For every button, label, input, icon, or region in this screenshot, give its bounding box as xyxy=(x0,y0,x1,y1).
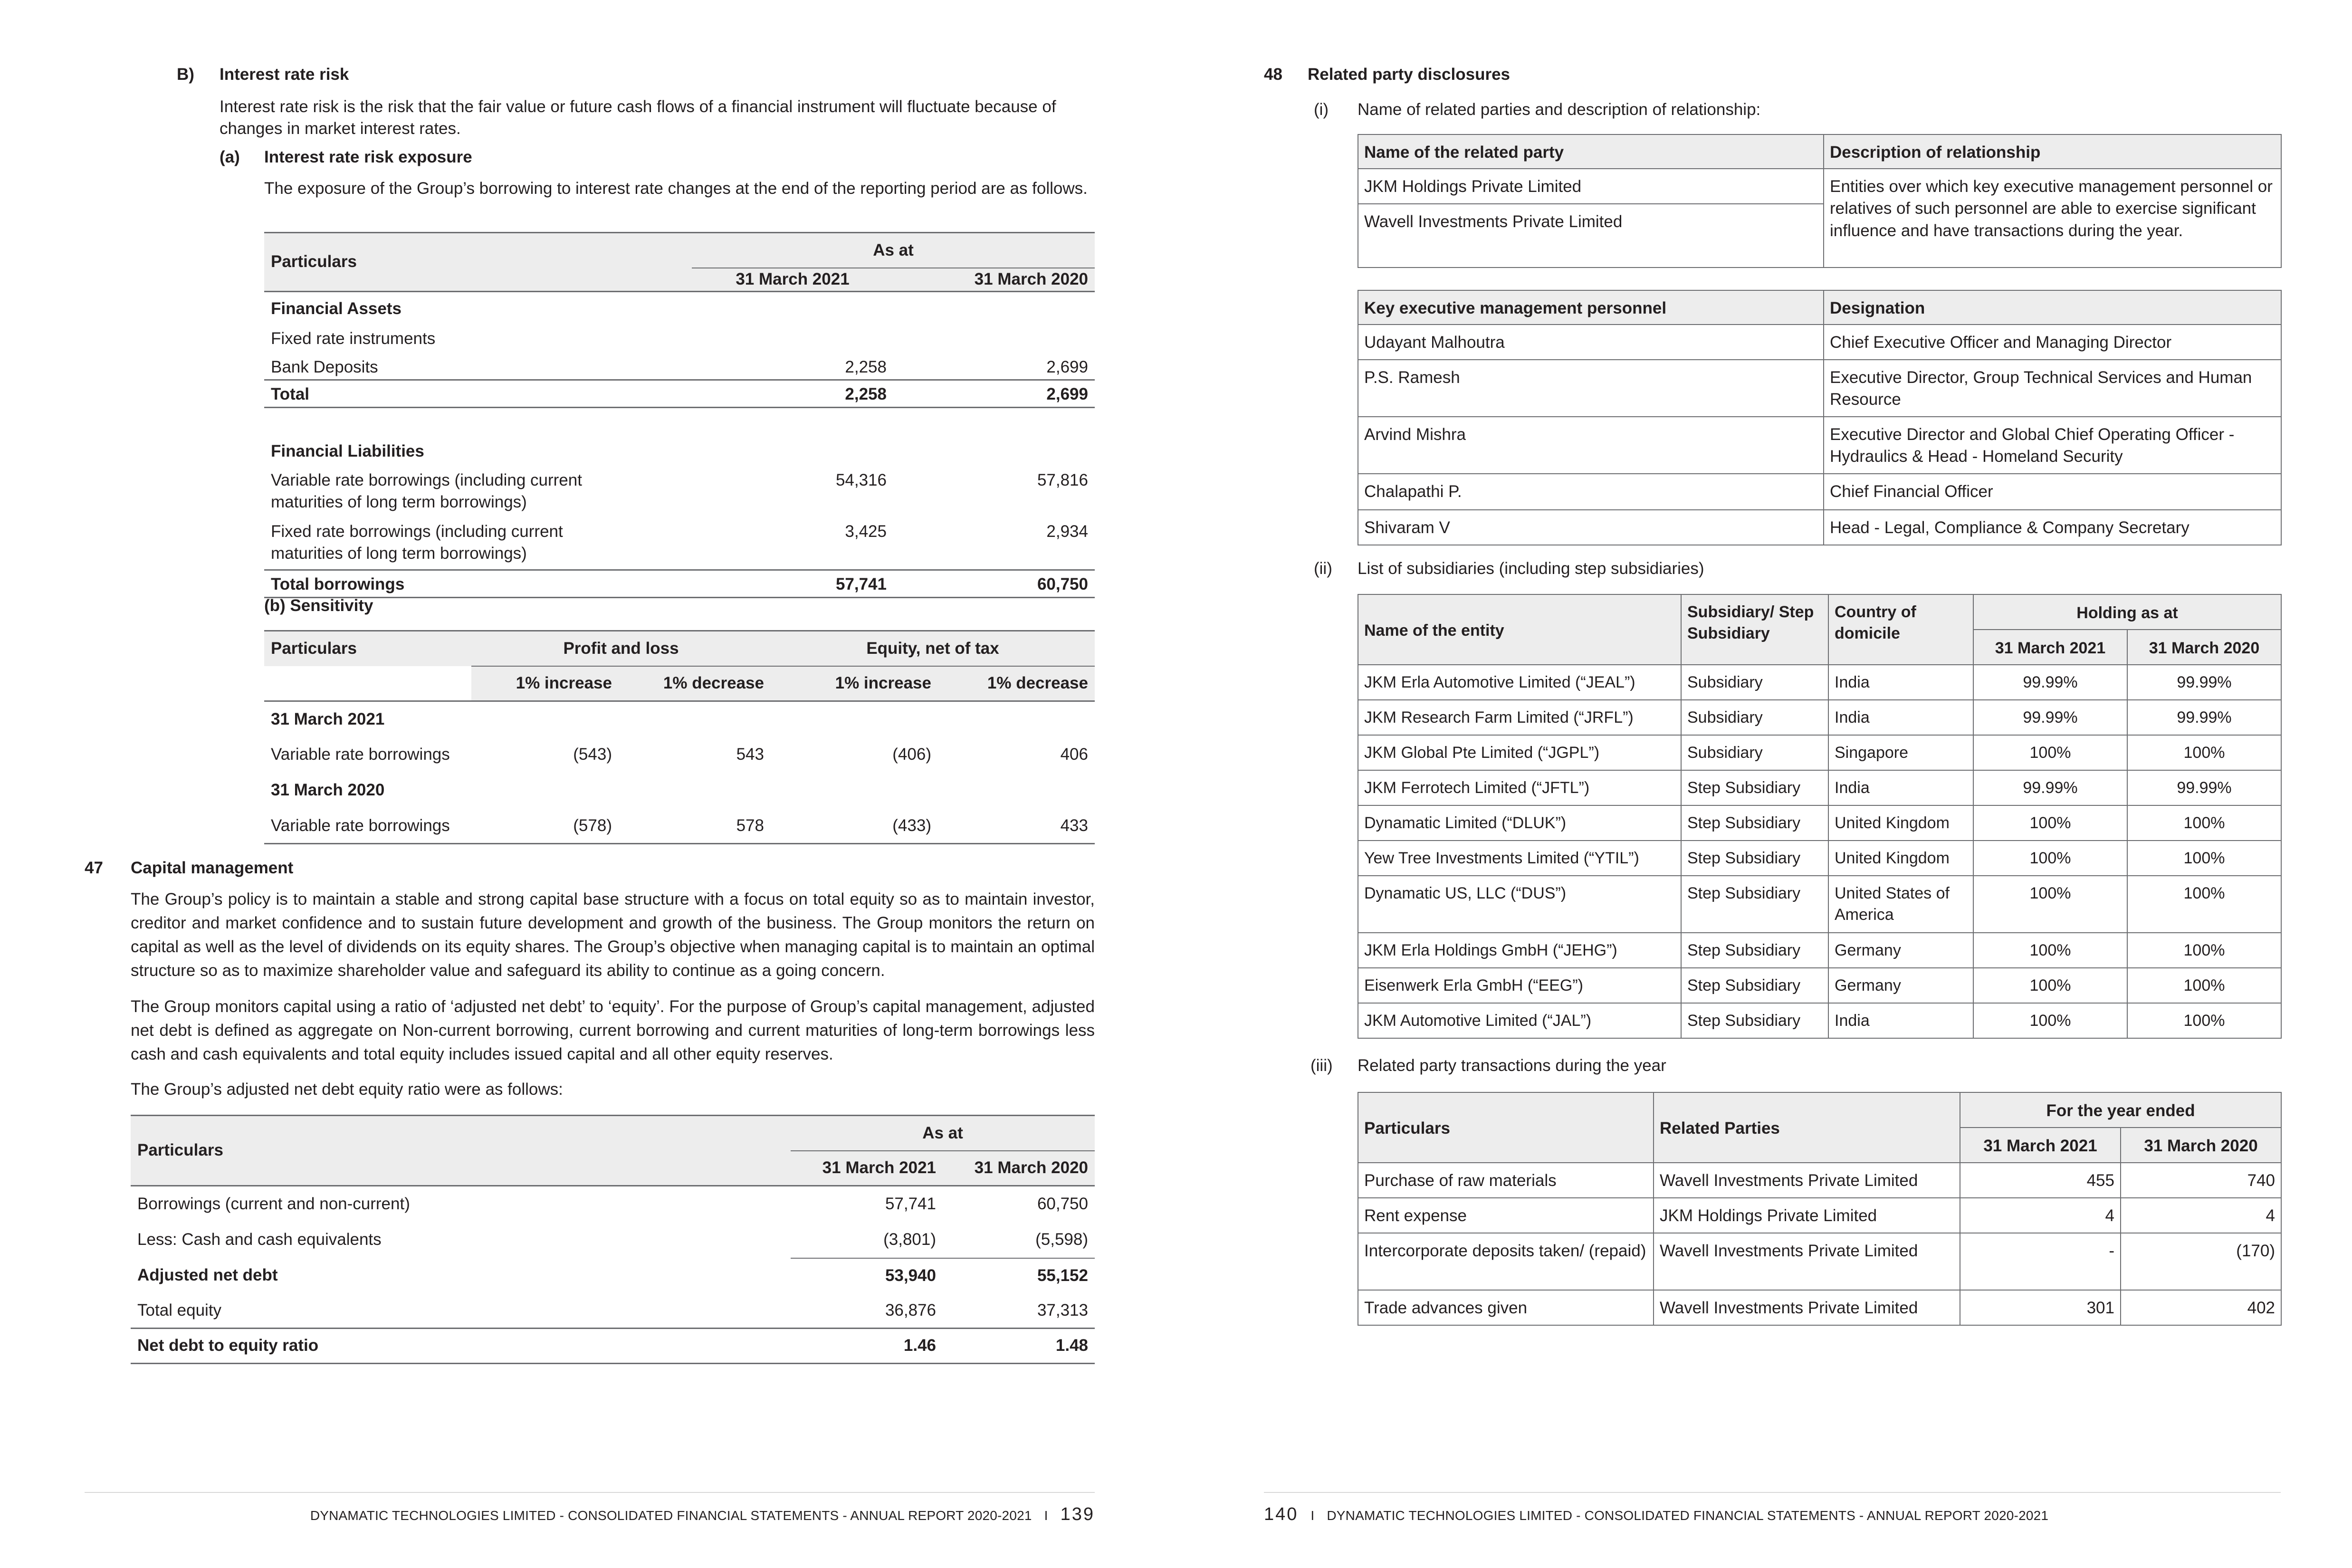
sensitivity-year-2021: 31 March 2021 xyxy=(271,710,385,729)
entity-type: Step Subsidiary xyxy=(1681,876,1828,933)
bank-deposits-2021: 2,258 xyxy=(845,357,887,376)
related-parties-table xyxy=(1358,134,2282,268)
col-2021: 31 March 2021 xyxy=(791,1151,943,1186)
txn-2021: - xyxy=(1960,1233,2121,1290)
adjusted-net-debt-label: Adjusted net debt xyxy=(137,1266,278,1285)
holding-2021: 99.99% xyxy=(1973,700,2127,735)
entity-type: Subsidiary xyxy=(1681,700,1828,735)
subsection-ii-number: (ii) xyxy=(1314,559,1332,578)
page-number: 140 xyxy=(1264,1504,1299,1524)
col-particulars: Particulars xyxy=(131,1116,791,1186)
interest-exposure-table xyxy=(264,232,1095,598)
entity-name: JKM Erla Automotive Limited (“JEAL”) xyxy=(1358,665,1681,700)
entity-country: Singapore xyxy=(1828,735,1973,770)
col-2020: 31 March 2020 xyxy=(943,1151,1095,1186)
col-eq-decrease: 1% decrease xyxy=(938,666,1095,701)
capital-monitoring-paragraph: The Group monitors capital using a ratio of ‘adjusted net debt’ to ‘equity’. For the purpose of Group’s capital management, adjusted net debt is defined as aggregate on Non-current borrowing, current borrowing and current maturities of long-term borrowings less cash and cash equivalents and total equity includes issued capital and all other equity reserves. xyxy=(131,997,1095,1063)
sensitivity-year-2020: 31 March 2020 xyxy=(271,781,385,800)
kmp-table xyxy=(1358,290,2282,545)
sens-2021-pl-inc: (543) xyxy=(573,745,612,764)
txn-2020: 4 xyxy=(2121,1198,2281,1233)
holding-2021: 100% xyxy=(1973,1003,2127,1038)
net-debt-equity-ratio-2020: 1.48 xyxy=(1055,1336,1088,1355)
total-equity-2020: 37,313 xyxy=(1037,1300,1088,1319)
holding-2020: 100% xyxy=(2127,735,2281,770)
subsection-iii-number: (iii) xyxy=(1310,1056,1333,1075)
section-a-title: Interest rate risk exposure xyxy=(264,148,472,166)
footer-rule xyxy=(1264,1492,2281,1493)
kmp-name: Arvind Mishra xyxy=(1358,417,1824,474)
holding-2020: 100% xyxy=(2127,841,2281,876)
sens-2020-eq-inc: (433) xyxy=(892,816,931,835)
table-row xyxy=(131,1293,1095,1329)
entity-type: Subsidiary xyxy=(1681,735,1828,770)
col-2021: 31 March 2021 xyxy=(1973,630,2127,665)
table-row xyxy=(264,380,1095,408)
col-particulars: Particulars xyxy=(264,233,692,292)
holding-2021: 100% xyxy=(1973,841,2127,876)
section-b-text: Interest rate risk is the risk that the fair value or future cash flows of a financial instrument will fluctuate because of changes in market interest rates. xyxy=(220,97,1056,138)
entity-country: United Kingdom xyxy=(1828,805,1973,841)
variable-rate-label: Variable rate borrowings (including current maturities of long term borrowings) xyxy=(271,470,582,511)
sens-2020-pl-inc: (578) xyxy=(573,816,612,835)
col-2021: 31 March 2021 xyxy=(1960,1128,2121,1163)
footer-rule xyxy=(85,1492,1095,1493)
txn-party: Wavell Investments Private Limited xyxy=(1654,1233,1960,1290)
txn-particulars: Intercorporate deposits taken/ (repaid) xyxy=(1358,1233,1654,1290)
net-debt-equity-ratio-2021: 1.46 xyxy=(903,1336,936,1355)
table-row xyxy=(264,353,1095,380)
total-equity-label: Total equity xyxy=(137,1300,222,1319)
col-particulars: Particulars xyxy=(264,631,471,666)
table-row xyxy=(264,737,1095,773)
holding-2020: 99.99% xyxy=(2127,665,2281,700)
txn-2021: 301 xyxy=(1960,1290,2121,1325)
table-row xyxy=(264,521,1095,570)
related-party-name: JKM Holdings Private Limited xyxy=(1358,169,1824,204)
table-row xyxy=(1358,169,2281,204)
holding-2020: 99.99% xyxy=(2127,700,2281,735)
entity-name: Eisenwerk Erla GmbH (“EEG”) xyxy=(1358,968,1681,1003)
holding-2021: 100% xyxy=(1973,876,2127,933)
entity-country: United States of America xyxy=(1828,876,1973,933)
entity-country: India xyxy=(1828,665,1973,700)
entity-name: Dynamatic US, LLC (“DUS”) xyxy=(1358,876,1681,933)
col-country: Country of domicile xyxy=(1828,594,1973,665)
table-row xyxy=(1358,325,2281,360)
table-row xyxy=(264,570,1095,598)
fixed-rate-2020: 2,934 xyxy=(1046,522,1088,541)
holding-2020: 100% xyxy=(2127,933,2281,968)
financial-assets-heading: Financial Assets xyxy=(271,299,402,318)
table-row xyxy=(131,1222,1095,1258)
subsection-i-text: Name of related parties and description of relationship: xyxy=(1358,100,1761,119)
cash-2020: (5,598) xyxy=(943,1222,1095,1258)
txn-party: JKM Holdings Private Limited xyxy=(1654,1198,1960,1233)
txn-party: Wavell Investments Private Limited xyxy=(1654,1163,1960,1198)
entity-country: India xyxy=(1828,700,1973,735)
col-kmp: Key executive management personnel xyxy=(1358,290,1824,325)
col-equity-net-of-tax: Equity, net of tax xyxy=(771,631,1095,666)
subsidiaries-table xyxy=(1358,594,2282,1039)
kmp-designation: Executive Director, Group Technical Services and Human Resource xyxy=(1824,360,2281,417)
sensitivity-row-label: Variable rate borrowings xyxy=(271,816,450,835)
table-row xyxy=(1358,665,2281,700)
entity-type: Step Subsidiary xyxy=(1681,1003,1828,1038)
col-entity: Name of the entity xyxy=(1358,594,1681,665)
entity-name: Dynamatic Limited (“DLUK”) xyxy=(1358,805,1681,841)
footer-separator: I xyxy=(1044,1508,1048,1523)
holding-2020: 100% xyxy=(2127,876,2281,933)
col-related-party: Name of the related party xyxy=(1358,134,1824,169)
entity-name: JKM Research Farm Limited (“JRFL”) xyxy=(1358,700,1681,735)
table-row xyxy=(131,1258,1095,1293)
kmp-designation: Chief Executive Officer and Managing Director xyxy=(1824,325,2281,360)
entity-name: Yew Tree Investments Limited (“YTIL”) xyxy=(1358,841,1681,876)
table-row xyxy=(1358,968,2281,1003)
net-debt-equity-ratio-label: Net debt to equity ratio xyxy=(137,1336,319,1355)
section-b-title: Interest rate risk xyxy=(220,65,349,84)
txn-2020: 740 xyxy=(2121,1163,2281,1198)
fixed-rate-instruments-label: Fixed rate instruments xyxy=(271,329,436,348)
total-borrowings-2021: 57,741 xyxy=(835,575,887,593)
col-as-at: As at xyxy=(791,1116,1095,1151)
entity-type: Subsidiary xyxy=(1681,665,1828,700)
table-row xyxy=(1358,360,2281,417)
entity-type: Step Subsidiary xyxy=(1681,968,1828,1003)
page-number: 139 xyxy=(1060,1504,1095,1524)
table-row xyxy=(264,809,1095,844)
col-holding: Holding as at xyxy=(1973,594,2281,630)
cash-label: Less: Cash and cash equivalents xyxy=(137,1230,382,1249)
section-47-title: Capital management xyxy=(131,859,294,877)
col-designation: Designation xyxy=(1824,290,2281,325)
total-2020: 2,699 xyxy=(1046,385,1088,403)
col-description: Description of relationship xyxy=(1824,134,2281,169)
table-row xyxy=(1358,1163,2281,1198)
sens-2021-eq-inc: (406) xyxy=(892,745,931,764)
holding-2021: 100% xyxy=(1973,968,2127,1003)
col-particulars: Particulars xyxy=(1358,1092,1654,1163)
table-row xyxy=(1358,417,2281,474)
sensitivity-row-label: Variable rate borrowings xyxy=(271,745,450,764)
col-2020: 31 March 2020 xyxy=(893,268,1095,292)
holding-2021: 100% xyxy=(1973,933,2127,968)
related-party-name: Wavell Investments Private Limited xyxy=(1358,204,1824,268)
entity-type: Step Subsidiary xyxy=(1681,805,1828,841)
col-2020: 31 March 2020 xyxy=(2121,1128,2281,1163)
total-equity-2021: 36,876 xyxy=(885,1300,936,1319)
table-row xyxy=(1358,735,2281,770)
col-year-ended: For the year ended xyxy=(1960,1092,2281,1128)
cash-2021: (3,801) xyxy=(791,1222,943,1258)
col-2020: 31 March 2020 xyxy=(2127,630,2281,665)
table-row xyxy=(264,469,1095,521)
total-label: Total xyxy=(271,385,310,403)
entity-type: Step Subsidiary xyxy=(1681,770,1828,805)
entity-type: Step Subsidiary xyxy=(1681,933,1828,968)
table-row xyxy=(1358,1233,2281,1290)
table-row xyxy=(1358,841,2281,876)
entity-name: JKM Automotive Limited (“JAL”) xyxy=(1358,1003,1681,1038)
txn-2020: 402 xyxy=(2121,1290,2281,1325)
col-2021: 31 March 2021 xyxy=(692,268,893,292)
variable-rate-2021: 54,316 xyxy=(835,470,887,489)
sens-2021-eq-dec: 406 xyxy=(1060,745,1088,764)
section-48-number: 48 xyxy=(1264,65,1282,84)
sens-2020-eq-dec: 433 xyxy=(1060,816,1088,835)
txn-2020: (170) xyxy=(2121,1233,2281,1290)
subsection-i-number: (i) xyxy=(1314,100,1329,119)
entity-country: India xyxy=(1828,770,1973,805)
col-pl-decrease: 1% decrease xyxy=(619,666,771,701)
adjusted-net-debt-2020: 55,152 xyxy=(1037,1266,1088,1285)
section-48-title: Related party disclosures xyxy=(1308,65,1510,84)
col-subsidiary-type: Subsidiary/ Step Subsidiary xyxy=(1681,594,1828,665)
holding-2020: 100% xyxy=(2127,805,2281,841)
financial-liabilities-heading: Financial Liabilities xyxy=(271,442,424,461)
variable-rate-2020: 57,816 xyxy=(1037,470,1088,489)
txn-particulars: Purchase of raw materials xyxy=(1358,1163,1654,1198)
borrowings-2020: 60,750 xyxy=(1037,1195,1088,1214)
entity-country: Germany xyxy=(1828,968,1973,1003)
bank-deposits-2020: 2,699 xyxy=(1046,357,1088,376)
table-row xyxy=(1358,474,2281,510)
adjusted-net-debt-2021: 53,940 xyxy=(885,1266,936,1285)
holding-2021: 99.99% xyxy=(1973,770,2127,805)
relationship-description: Entities over which key executive management personnel or relatives of such personnel are able to exercise significant influence and have transactions during the year. xyxy=(1824,169,2281,268)
page-footer xyxy=(1264,1502,2048,1526)
entity-country: India xyxy=(1828,1003,1973,1038)
page-footer xyxy=(310,1502,1095,1526)
txn-2021: 455 xyxy=(1960,1163,2121,1198)
capital-table xyxy=(131,1115,1095,1364)
footer-title: DYNAMATIC TECHNOLOGIES LIMITED - CONSOLIDATED FINANCIAL STATEMENTS - ANNUAL REPORT 2020-2021 xyxy=(310,1508,1032,1523)
table-row xyxy=(1358,510,2281,545)
entity-name: JKM Global Pte Limited (“JGPL”) xyxy=(1358,735,1681,770)
col-pl-increase: 1% increase xyxy=(471,666,619,701)
subsection-ii-text: List of subsidiaries (including step subsidiaries) xyxy=(1358,559,1704,578)
holding-2020: 99.99% xyxy=(2127,770,2281,805)
table-row xyxy=(1358,876,2281,933)
capital-ratio-intro: The Group’s adjusted net debt equity ratio were as follows: xyxy=(131,1080,563,1099)
total-2021: 2,258 xyxy=(845,385,887,403)
fixed-rate-label: Fixed rate borrowings (including current maturities of long term borrowings) xyxy=(271,522,563,563)
section-a-text: The exposure of the Group’s borrowing to interest rate changes at the end of the reporting period are as follows. xyxy=(264,179,1088,198)
table-row xyxy=(1358,1290,2281,1325)
entity-name: JKM Ferrotech Limited (“JFTL”) xyxy=(1358,770,1681,805)
table-row xyxy=(1358,770,2281,805)
holding-2020: 100% xyxy=(2127,968,2281,1003)
sensitivity-table xyxy=(264,630,1095,844)
sensitivity-title: (b) Sensitivity xyxy=(264,596,373,615)
col-as-at: As at xyxy=(692,233,1095,268)
section-b-number: B) xyxy=(177,65,194,84)
section-47-number: 47 xyxy=(85,859,103,877)
txn-particulars: Rent expense xyxy=(1358,1198,1654,1233)
borrowings-2021: 57,741 xyxy=(885,1195,936,1214)
holding-2021: 99.99% xyxy=(1973,665,2127,700)
table-row xyxy=(131,1329,1095,1364)
sens-2021-pl-dec: 543 xyxy=(736,745,764,764)
subsection-iii-text: Related party transactions during the year xyxy=(1358,1056,1666,1075)
txn-2021: 4 xyxy=(1960,1198,2121,1233)
col-related-parties: Related Parties xyxy=(1654,1092,1960,1163)
holding-2021: 100% xyxy=(1973,805,2127,841)
total-borrowings-2020: 60,750 xyxy=(1037,575,1088,593)
total-borrowings-label: Total borrowings xyxy=(271,575,405,593)
entity-type: Step Subsidiary xyxy=(1681,841,1828,876)
entity-name: JKM Erla Holdings GmbH (“JEHG”) xyxy=(1358,933,1681,968)
kmp-designation: Executive Director and Global Chief Operating Officer - Hydraulics & Head - Homeland Security xyxy=(1824,417,2281,474)
entity-country: United Kingdom xyxy=(1828,841,1973,876)
kmp-designation: Head - Legal, Compliance & Company Secretary xyxy=(1824,510,2281,545)
txn-party: Wavell Investments Private Limited xyxy=(1654,1290,1960,1325)
holding-2021: 100% xyxy=(1973,735,2127,770)
bank-deposits-label: Bank Deposits xyxy=(271,357,378,376)
table-row xyxy=(1358,805,2281,841)
table-row xyxy=(1358,1003,2281,1038)
capital-policy-paragraph: The Group’s policy is to maintain a stable and strong capital base structure with a focus on total equity so as to maintain investor, creditor and market confidence and to sustain future development and growth of the business. The Group monitors the return on capital as well as the level of dividends on its equity shares. The Group’s objective when managing capital is to maintain an optimal structure so as to maximize shareholder value and safeguard its ability to continue as a going concern. xyxy=(131,890,1095,980)
table-row xyxy=(1358,1198,2281,1233)
footer-title: DYNAMATIC TECHNOLOGIES LIMITED - CONSOLIDATED FINANCIAL STATEMENTS - ANNUAL REPORT 2020-2021 xyxy=(1327,1508,2049,1523)
entity-country: Germany xyxy=(1828,933,1973,968)
fixed-rate-2021: 3,425 xyxy=(845,522,887,541)
transactions-table xyxy=(1358,1092,2282,1326)
col-eq-increase: 1% increase xyxy=(771,666,938,701)
col-profit-and-loss: Profit and loss xyxy=(471,631,771,666)
right-page xyxy=(1176,0,2352,1568)
kmp-designation: Chief Financial Officer xyxy=(1824,474,2281,510)
table-row xyxy=(1358,700,2281,735)
kmp-name: P.S. Ramesh xyxy=(1358,360,1824,417)
kmp-name: Chalapathi P. xyxy=(1358,474,1824,510)
table-row xyxy=(1358,933,2281,968)
holding-2020: 100% xyxy=(2127,1003,2281,1038)
footer-separator: I xyxy=(1310,1508,1315,1523)
table-row xyxy=(131,1186,1095,1222)
kmp-name: Udayant Malhoutra xyxy=(1358,325,1824,360)
borrowings-label: Borrowings (current and non-current) xyxy=(137,1195,410,1214)
sens-2020-pl-dec: 578 xyxy=(736,816,764,835)
txn-particulars: Trade advances given xyxy=(1358,1290,1654,1325)
section-a-number: (a) xyxy=(220,148,240,166)
kmp-name: Shivaram V xyxy=(1358,510,1824,545)
